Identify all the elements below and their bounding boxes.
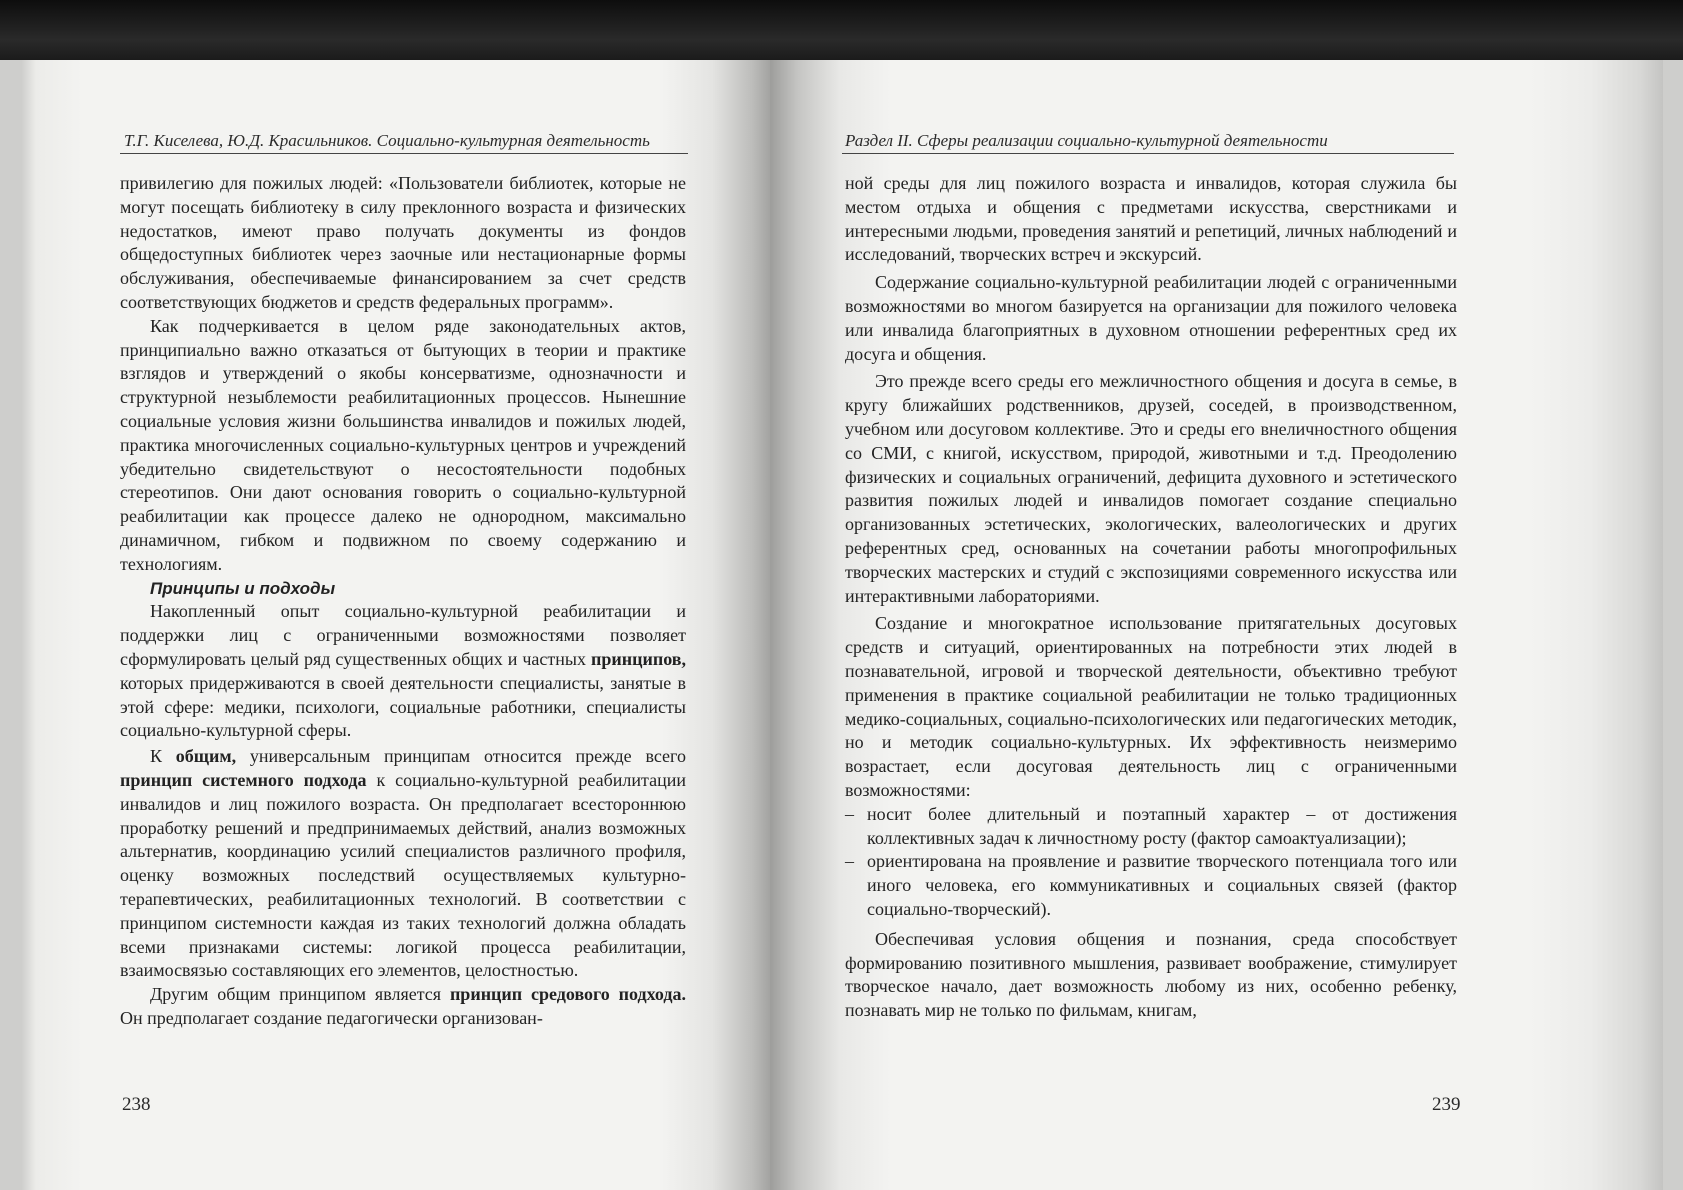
paragraph: ной среды для лиц пожилого возраста и инвалидов, которая служила бы местом отдыха и общения с предметами искусства, сверстниками и интересными людьми, проведения занятий и репетиций, личных наблюдений и исследований, творческих встреч и экскурсий. xyxy=(845,173,1457,265)
dash-list-item xyxy=(845,850,1457,921)
right-page-edges xyxy=(1663,60,1683,1190)
dash-list-item xyxy=(845,803,1457,851)
text-run: к социально-культурной реабилитации инвалидов и лиц пожилого возраста. Он предполагает всестороннюю проработку решений и предпринимаемых действий, анализ возможных альтернатив, координацию усилий специалистов различного профиля, оценку возможных последствий осуществляемых культурно-терапевтических, реабилитационных технологий. В соответствии с принципом системности каждая из таких технологий должна обладать всеми признаками системы: логикой процесса реабилитации, взаимосвязью составляющих его элементов, целостностью. xyxy=(120,769,686,981)
paragraph: Это прежде всего среды его межличностного общения и досуга в семье, в кругу ближайших родственников, друзей, соседей, в производственном, учебном или досуговом коллективе. Это и среды его внеличностного общения со СМИ, с книгой, искусством, природой, животными и т.д. Преодолению физических и социальных ограничений, дефицита духовного и эстетического развития пожилых людей и инвалидов помогает создание специально организованных эстетических, экологических, валеологических и других референтных сред, основанных на сочетании работы многопрофильных творческих мастерских и студий с экспозициями современного искусства или интерактивными лабораториями. xyxy=(845,371,1457,606)
paragraph xyxy=(120,745,686,983)
paragraph: привилегию для пожилых людей: «Пользователи библиотек, которые не могут посещать библиотеку в силу преклонного возраста и физических недостатков, имеют право получать документы из фондов общедоступных библиотек через заочные или нестационарные формы обслуживания, обеспечиваемые финансированием за счет средств соответствующих бюджетов и средств федеральных программ». xyxy=(120,173,686,312)
paragraph: Обеспечивая условия общения и познания, среда способствует формированию позитивного мышления, развивает воображение, стимулирует творческое начало, дает возможность любому из них, особенно ребенку, познавать мир не только по фильмам, книгам, xyxy=(845,928,1457,1021)
right-header-rule xyxy=(842,153,1454,154)
text-run: Накопленный опыт социально-культурной реабилитации и поддержки лиц с ограниченными возможностями позволяет сформулировать целый ряд существенных общих и частных xyxy=(120,601,686,669)
paragraph xyxy=(120,983,686,1031)
right-running-head: Раздел II. Сферы реализации социально-культурной деятельности xyxy=(845,131,1328,150)
paragraph xyxy=(120,600,686,743)
right-text-column xyxy=(845,172,1457,1023)
left-text-column xyxy=(120,172,686,1031)
text-run: К xyxy=(150,746,176,767)
bold-term: принцип системного подхода xyxy=(120,769,367,790)
bold-term: общим, xyxy=(175,746,237,767)
paragraph: Как подчеркивается в целом ряде законодательных актов, принципиально важно отказаться от бытующих в теории и практике взглядов и утверждений о якобы консерватизме, однозначности и структурной незыблемости реабилитационных процессов. Нынешние социальные условия жизни большинства инвалидов и пожилых людей, практика многочисленных социально-культурных центров и учреждений убедительно свидетельствуют о несостоятельности подобных стереотипов. Они дают основания говорить о социально-культурной реабилитации как процессе далеко не однородном, максимально динамичном, гибком и подвижном по своему содержанию и технологиям. xyxy=(120,315,686,574)
text-run: универсальным принципам относится прежде всего xyxy=(236,746,686,767)
left-page-number: 238 xyxy=(122,1094,151,1115)
left-header-rule xyxy=(120,153,688,154)
bold-term: принципов, xyxy=(590,648,686,669)
dash-marker: – xyxy=(845,803,854,824)
text-run: Он предполагает создание педагогически организован- xyxy=(120,1007,543,1028)
paragraph: Содержание социально-культурной реабилитации людей с ограниченными возможностями во многом базируется на организации для пожилого человека или инвалида благоприятных в духовном отношении референтных сред их досуга и общения. xyxy=(845,272,1457,364)
bold-term: принцип средового подхода. xyxy=(449,984,686,1005)
text-run: Другим общим принципом является xyxy=(150,984,450,1005)
list-item-text: носит более длительный и поэтапный характер – от достижения коллективных задач к личностному росту (фактор самоактуализации); xyxy=(867,803,1457,848)
paragraph: Создание и многократное использование притягательных досуговых средств и ситуаций, ориентированных на потребности этих людей в познавательной, игровой и творческой деятельности, объективно требуют применения в практике социальной реабилитации не только традиционных медико-социальных, социально-психологических или педагогических методик, но и методик социально-культурных. Их эффективность неизмеримо возрастает, если досуговая деятельность лиц с ограниченными возможностями: xyxy=(845,613,1457,800)
section-heading: Принципы и подходы xyxy=(150,578,336,598)
left-page-edges xyxy=(0,60,22,1190)
dash-marker: – xyxy=(845,851,854,872)
list-item-text: ориентирована на проявление и развитие творческого потенциала того или иного человека, его коммуникативных и социальных связей (фактор социально-творческий). xyxy=(867,851,1457,919)
right-page-number: 239 xyxy=(1432,1094,1461,1115)
text-run: которых придерживаются в своей деятельности специалисты, занятые в этой сфере: медики, психологи, социальные работники, специалисты социально-культурной сферы. xyxy=(120,672,686,741)
left-running-head: Т.Г. Киселева, Ю.Д. Красильников. Социально-культурная деятельность xyxy=(124,131,650,150)
